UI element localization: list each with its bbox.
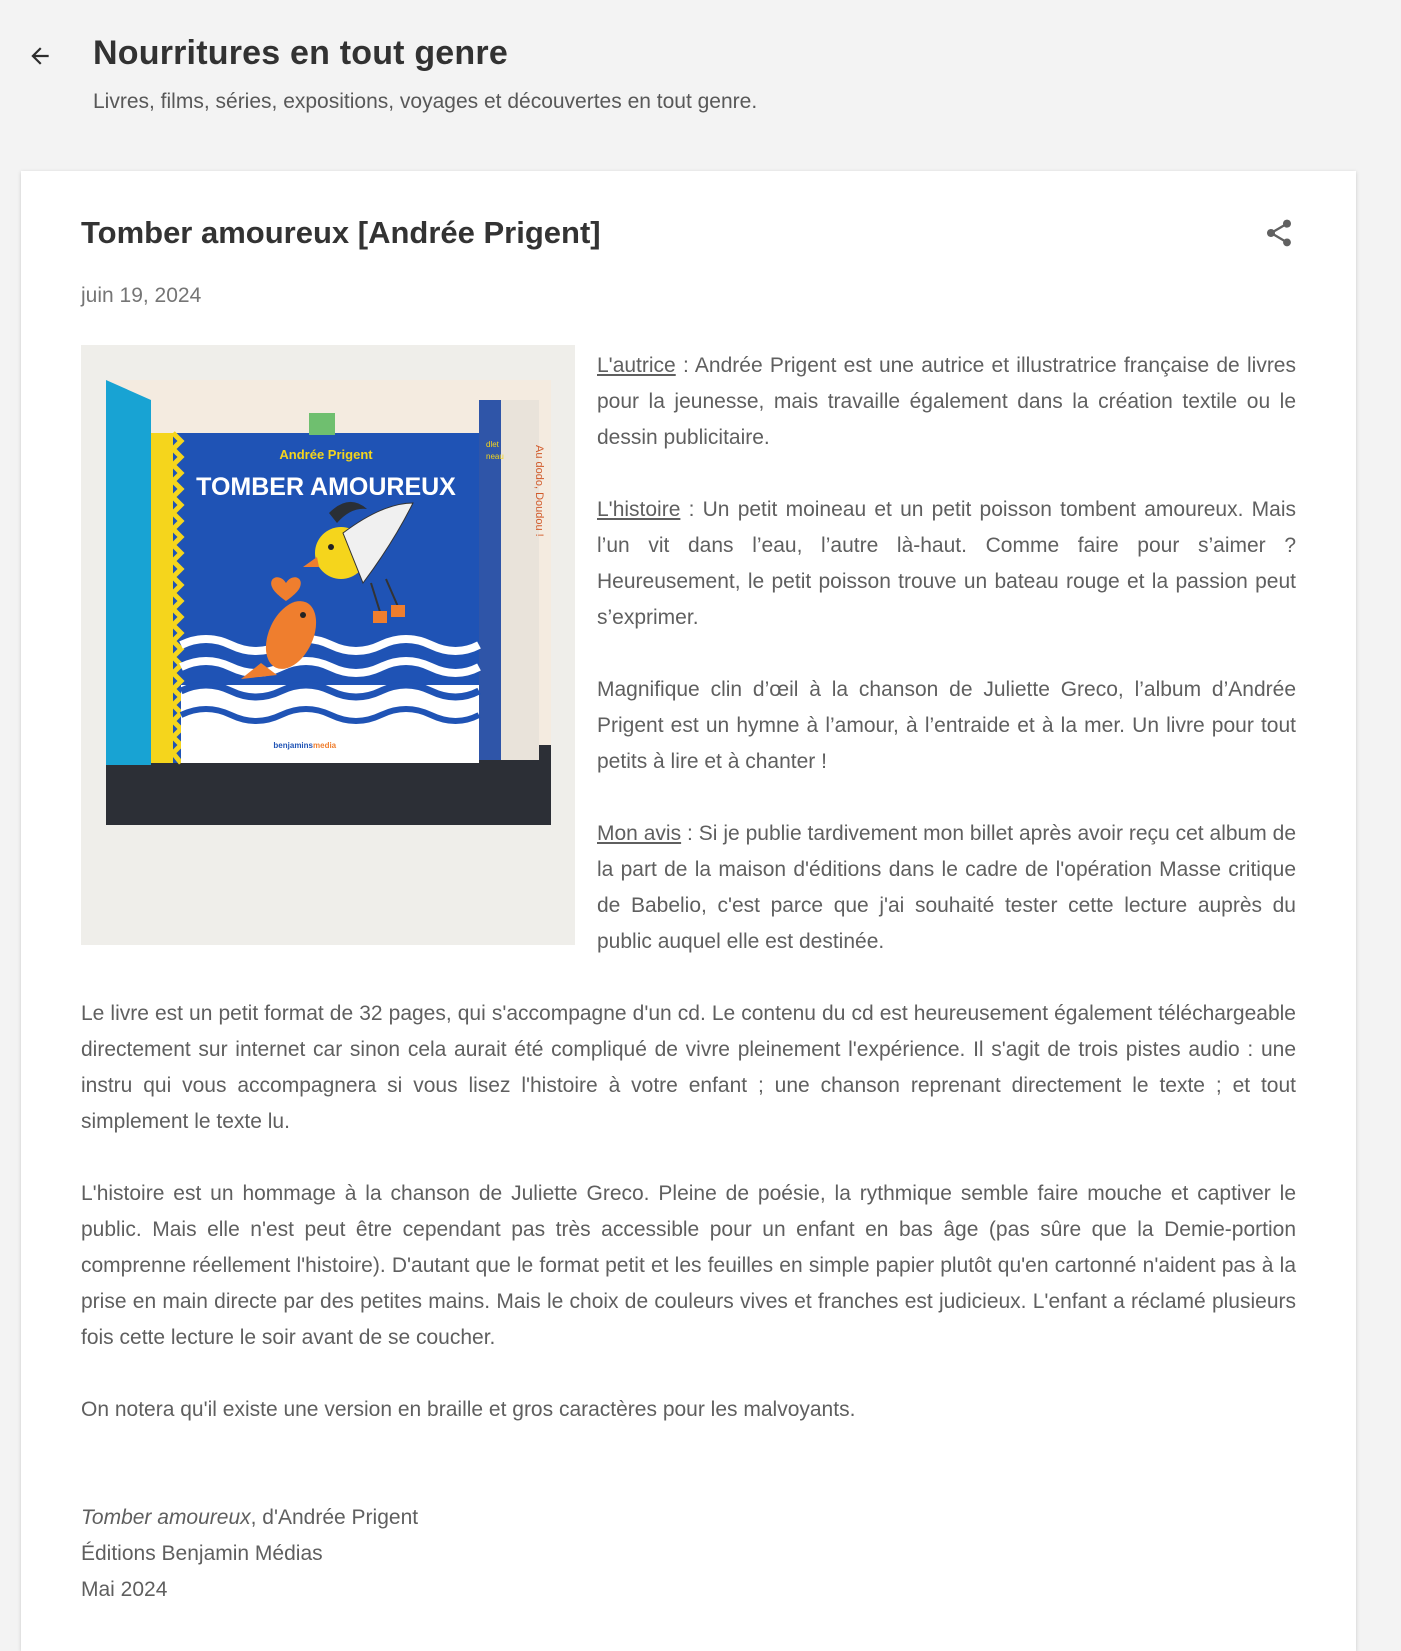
post-body xyxy=(81,348,1296,1608)
paragraph-format: Le livre est un petit format de 32 pages, qui s'accompagne d'un cd. Le contenu du cd est heureusement également téléchargeable directement sur internet car sinon cela aurait été compliqué de vivre pleinement l'expérience. Il s'agit de trois pistes audio : une instru qui vous accompagnera si vous lisez l'histoire à votre enfant ; une chanson reprenant directement le texte ; et tout simplement le texte lu. xyxy=(81,1002,1296,1133)
label-histoire: L'histoire xyxy=(597,498,681,521)
text-histoire: : Un petit moineau et un petit poisson tombent amoureux. Mais l’un vit dans l’eau, l’autre là-haut. Comme faire pour s’aimer ? Heureusement, le petit poisson trouve un bateau rouge et la passion peut s’exprimer. xyxy=(597,498,1296,629)
share-icon xyxy=(1263,217,1295,249)
label-autrice: L'autrice xyxy=(597,354,676,377)
credits-date: Mai 2024 xyxy=(81,1578,168,1601)
book-photo-illustration xyxy=(81,345,575,945)
cover-publisher-a: benjamins xyxy=(273,741,313,750)
book-cover-image[interactable] xyxy=(81,345,575,945)
share-button[interactable] xyxy=(1259,213,1299,253)
cover-author: Andrée Prigent xyxy=(279,447,373,462)
paragraph-hommage: L'histoire est un hommage à la chanson de Juliette Greco. Pleine de poésie, la rythmique semble faire mouche et captiver le public. Mais elle n'est peut être cependant pas très accessible pour un enfant en bas âge (pas sûre que la Demie-portion comprenne réellement l'histoire). D'autant que le format petit et les feuilles en simple papier plutôt qu'en cartonné n'aident pas à la prise en main directe par des petites mains. Mais le choix de couleurs vives et franches est judicieux. L'enfant a réclamé plusieurs fois cette lecture le soir avant de se coucher. xyxy=(81,1182,1296,1349)
spine-text-5: neau xyxy=(486,452,504,461)
credits-publisher: Éditions Benjamin Médias xyxy=(81,1542,323,1565)
cover-title: TOMBER AMOUREUX xyxy=(196,473,456,501)
text-autrice: : Andrée Prigent est une autrice et illustratrice française de livres pour la jeunesse, mais travaille également dans la création textile ou le dessin publicitaire. xyxy=(597,354,1296,449)
spine-text-1: Au dodo, Doudou ! xyxy=(533,445,545,537)
blog-header xyxy=(0,0,1401,171)
credits-author: , d'Andrée Prigent xyxy=(250,1506,419,1529)
text-avis: : Si je publie tardivement mon billet après avoir reçu cet album de la part de la maison d'éditions dans le cadre de l'opération Masse critique de Babelio, c'est parce que j'ai souhaité tester cette lecture auprès du public auquel elle est destinée. xyxy=(597,822,1296,953)
blog-description: Livres, films, séries, expositions, voyages et découvertes en tout genre. xyxy=(93,90,758,113)
label-avis: Mon avis xyxy=(597,822,682,845)
back-button[interactable] xyxy=(20,36,60,76)
post-title[interactable]: Tomber amoureux [Andrée Prigent] xyxy=(81,215,601,250)
cover-publisher-b: media xyxy=(313,741,337,750)
credits-title-line xyxy=(81,1500,1296,1536)
spine-text-4: dlet xyxy=(486,440,499,449)
paragraph-clin-doeil: Magnifique clin d’œil à la chanson de Juliette Greco, l’album d’Andrée Prigent est un hymne à l’amour, à l’entraide et à la mer. Un livre pour tout petits à lire et à chanter ! xyxy=(597,678,1296,773)
arrow-back-icon xyxy=(27,43,53,69)
blog-title[interactable]: Nourritures en tout genre xyxy=(93,34,508,72)
credits-book-title: Tomber amoureux xyxy=(81,1506,251,1529)
paragraph-braille: On notera qu'il existe une version en braille et gros caractères pour les malvoyants. xyxy=(81,1398,856,1421)
post-date: juin 19, 2024 xyxy=(81,284,202,307)
post-card xyxy=(21,171,1356,1651)
